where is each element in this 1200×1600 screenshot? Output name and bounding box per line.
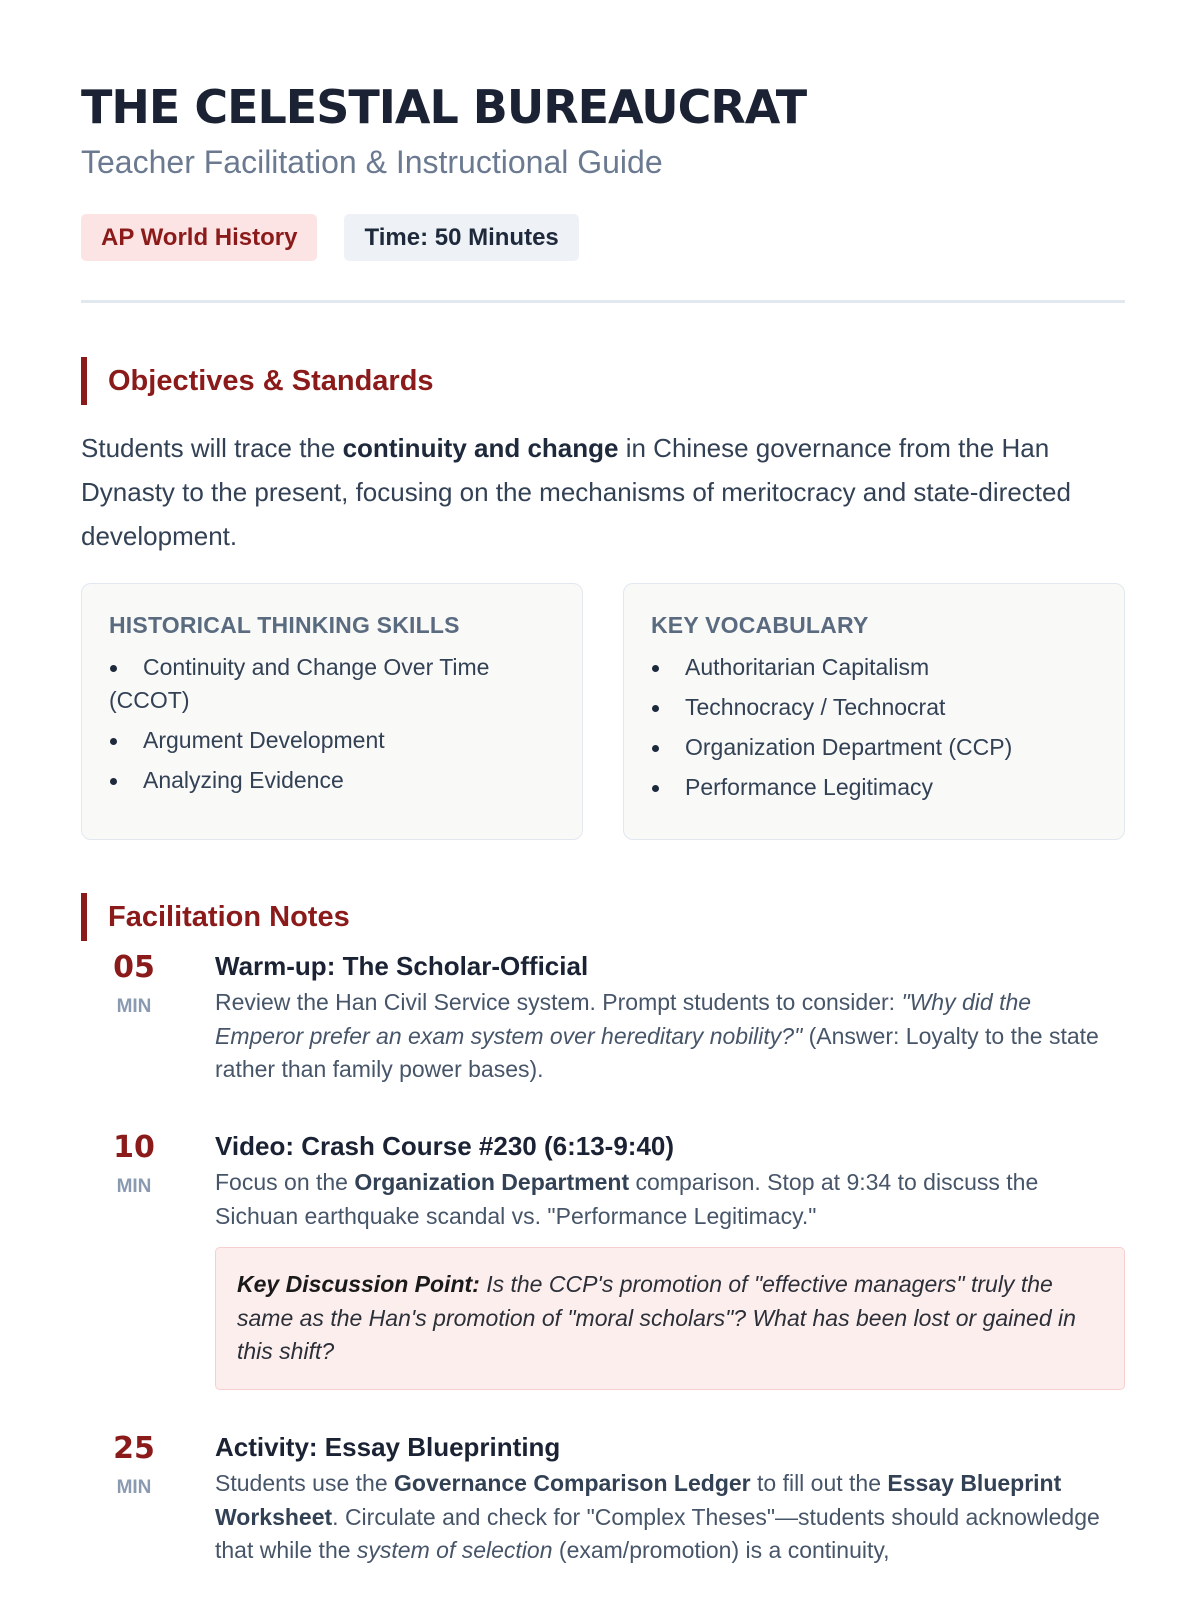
vocabulary-item: Technocracy / Technocrat (651, 691, 1097, 724)
step-minutes: 10 (113, 1130, 155, 1165)
step-text-segment: to fill out the (750, 1470, 888, 1496)
vocabulary-list (651, 651, 1097, 804)
step-title: Video: Crash Course #230 (6:13-9:40) (215, 1131, 675, 1161)
prompt-question: "Why did the Emperor prefer an exam system over hereditary nobility?" (215, 989, 1032, 1049)
step-text-segment: Students use the (215, 1470, 395, 1496)
step-duration (81, 1429, 187, 1499)
step-minutes: 25 (113, 1431, 155, 1466)
page-title: THE CELESTIAL BUREAUCRAT (81, 80, 807, 134)
objectives-intro (81, 426, 1125, 558)
worksheet-reference: Essay Blueprint Worksheet (215, 1470, 1062, 1530)
objectives-heading: Objectives & Standards (81, 357, 434, 405)
ledger-reference: Governance Comparison Ledger (394, 1470, 751, 1496)
step-duration (81, 948, 187, 1018)
step-duration (81, 1128, 187, 1198)
intro-text-end: in Chinese governance from the Han Dynasty to the present, focusing on the mechanisms of meritocracy and state-directed development. (81, 433, 1071, 551)
step-title: Warm-up: The Scholar-Official (215, 951, 589, 981)
page-subtitle: Teacher Facilitation & Instructional Guide (81, 144, 663, 180)
callout-label: Key Discussion Point: (237, 1271, 480, 1297)
step-emphasis: Organization Department (354, 1169, 630, 1195)
step-text-segment: Focus on the (215, 1169, 355, 1195)
step-description (215, 986, 1125, 1087)
step-unit: MIN (116, 996, 152, 1017)
step-text-segment: Review the Han Civil Service system. Prompt students to consider: (215, 989, 902, 1015)
vocabulary-label: KEY VOCABULARY (651, 612, 869, 638)
step-description (215, 1467, 1125, 1568)
facilitation-heading: Facilitation Notes (81, 893, 350, 941)
time-badge: Time: 50 Minutes (344, 214, 578, 261)
vocabulary-card (623, 583, 1125, 840)
intro-emphasis: continuity and change (342, 433, 619, 463)
step-content (215, 1429, 1125, 1568)
vocabulary-item: Organization Department (CCP) (651, 731, 1097, 764)
skill-item: Analyzing Evidence (109, 764, 555, 797)
badge-row (81, 214, 579, 261)
skill-item: Argument Development (109, 724, 555, 757)
skills-card (81, 583, 583, 840)
step-text-segment: . Circulate and check for "Complex Theses"—students should acknowledge that while the (215, 1503, 1100, 1563)
subject-badge: AP World History (81, 214, 317, 261)
skill-item: Continuity and Change Over Time (CCOT) (109, 651, 555, 717)
step-text-segment: comparison. Stop at 9:34 to discuss the Sichuan earthquake scandal vs. "Performance Legitimacy." (215, 1169, 1039, 1229)
callout-text: Is the CCP's promotion of "effective managers" truly the same as the Han's promotion of "moral scholars"? What has been lost or gained in this shift? (237, 1271, 1076, 1364)
step-content (215, 948, 1125, 1087)
vocabulary-item: Performance Legitimacy (651, 771, 1097, 804)
skills-label: HISTORICAL THINKING SKILLS (109, 612, 460, 638)
step-text-segment: (Answer: Loyalty to the state rather than family power bases). (215, 1022, 1099, 1082)
step-text-segment: (exam/promotion) is a continuity, (552, 1537, 890, 1563)
header-divider (81, 300, 1125, 303)
step-unit: MIN (116, 1477, 152, 1498)
skills-list (109, 651, 555, 797)
discussion-callout (215, 1247, 1125, 1390)
step-title: Activity: Essay Blueprinting (215, 1432, 561, 1462)
vocabulary-item: Authoritarian Capitalism (651, 651, 1097, 684)
step-unit: MIN (116, 1176, 152, 1197)
step-italic-term: system of selection (356, 1537, 553, 1563)
step-minutes: 05 (113, 950, 155, 985)
intro-text-start: Students will trace the (81, 433, 343, 463)
step-description (215, 1166, 1125, 1233)
step-content (215, 1128, 1125, 1390)
